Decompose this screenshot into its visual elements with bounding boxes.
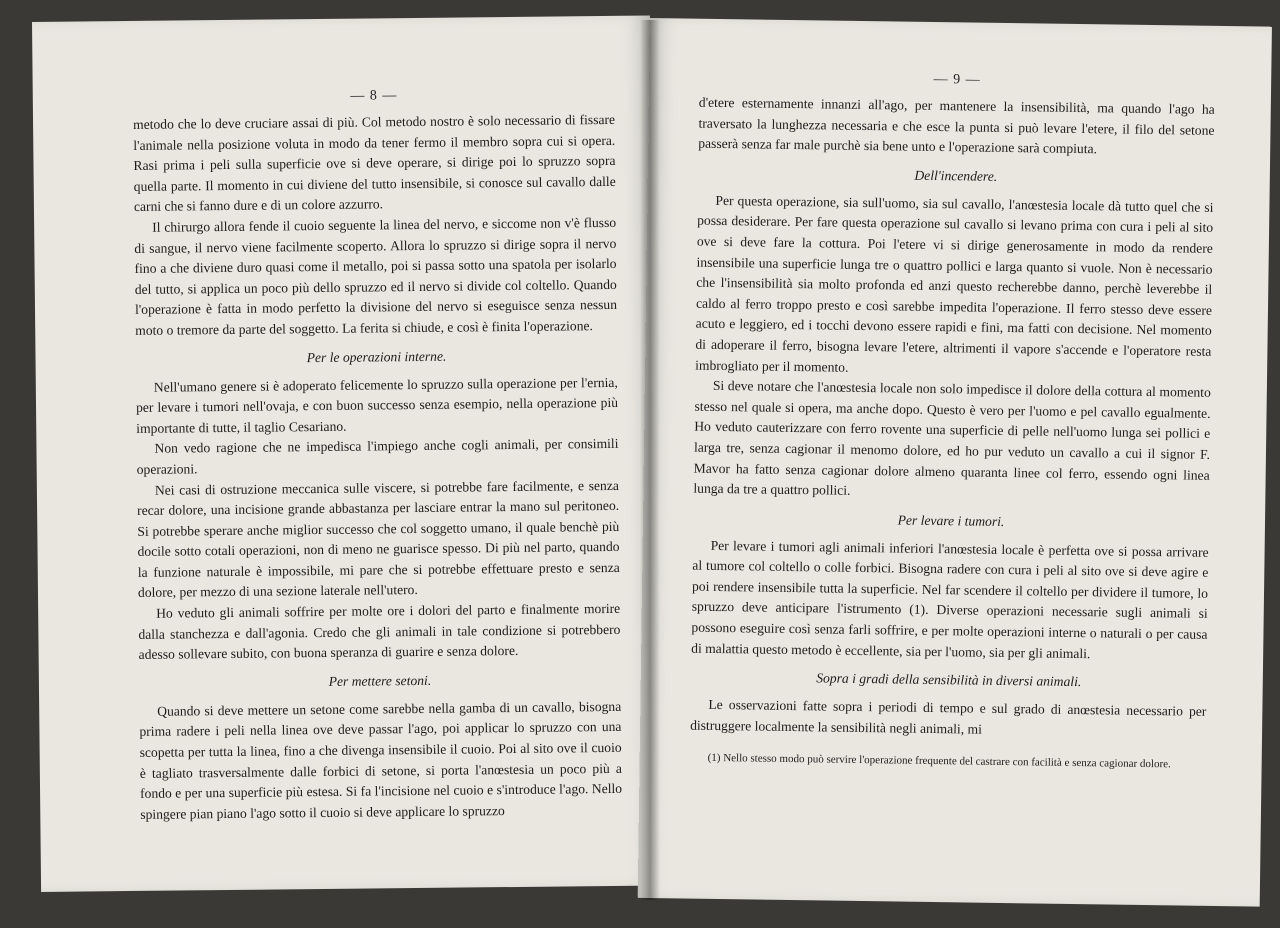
paragraph: Nei casi di ostruzione meccanica sulle viscere, si potrebbe fare facilmente, e senza recar dolore, una incisione grande abbastanza per lasciare entrar la mano sul peritoneo. Si potrebbe sperare anche miglior successo che col soggetto umano, il quale benchè più docile sotto cotali operazioni, non di meno ne guarisce spesso. Di più nel parto, quando la funzione naturale è impossibile, mi pare che si potrebbe effettuare presto e senza dolore, per mezzo di una sezione laterale nell'utero. — [137, 477, 620, 601]
section-heading: Per le operazioni interne. — [306, 348, 447, 365]
left-page — [32, 16, 659, 892]
paragraph: Per levare i tumori agli animali inferiori l'anœstesia locale è perfetta ove si possa arrivare al tumore col coltello o colle forbici. Bisogna radere con cura i peli al sito ove si deve agire e poi rendere insensibile tutta la superficie. Nel far scendere il coltello per dividere il tumore, lo spruzzo deve anticipare l'istrumento (1). Diverse operazioni necessarie sugli animali si possono eseguire così senza farli soffrire, e per molte operazioni interne o naturali o per causa di malattia questo metodo è eccellente, sia per l'uomo, sia per gli animali. — [691, 537, 1209, 661]
paragraph: Per questa operazione, sia sull'uomo, sia sul cavallo, l'anœstesia locale dà tutto quel che si possa desiderare. Per fare questa operazione sul cavallo si levano prima con cura i peli al sito ove si deve fare la cottura. Poi l'etere vi si dirige generosamente in modo da rendere insensibile una superficie lunga tre o quattro pollici e larga quanto si vuole. Non è necessario che l'insensibilità sia molto profonda ed anzi questo recherebbe danno, perchè leverebbe il caldo al ferro troppo presto e così sarebbe impedita l'operazione. Il ferro stesso deve essere acuto e leggiero, ed i tocchi devono essere rapidi e fini, ma fatti con decisione. Nel momento di adoperare il ferro, bisogna levare l'etere, altrimenti il vapore s'accende e l'operatore resta imbrogliato per il momento. — [695, 192, 1214, 375]
paragraph: Il chirurgo allora fende il cuoio seguente la linea del nervo, e siccome non v'è flusso di sangue, il nervo viene facilmente scoperto. Allora lo spruzzo si dirige sopra il nervo fino a che diviene duro quasi come il metallo, poi si passa sotto una spatola per isolarlo del tutto, si applica un poco più dello spruzzo ed il nervo si divide col coltello. Quando l'operazione è fatta in modo perfetto la divisione del nervo si eseguisce senza nessun moto o tremore da parte del soggetto. La ferita si chiude, e così è finita l'operazione. — [134, 214, 618, 338]
section-heading: Per levare i tumori. — [897, 512, 1005, 529]
section-heading: Dell'incendere. — [914, 167, 998, 184]
right-page — [638, 18, 1272, 907]
paragraph: Le osservazioni fatte sopra i periodi di tempo e sul grado di anœstesia necessario per distruggere localmente la sensibilità negli animali, mi — [690, 697, 1207, 737]
paragraph: Quando si deve mettere un setone come sarebbe nella gamba di un cavallo, bisogna prima radere i peli nella linea ove deve passar l'ago, poi applicar lo spruzzo con una scopetta per tutta la linea, fino a che divenga insensibile il cuoio. Poi al sito ove il cuoio è tagliato trasversalmente dalle forbici di setone, si porta l'anœstesia un poco più a fondo e per una superficie più estesa. Si fa l'incisione nel cuoio e s'introduce l'ago. Nello spingere pian piano l'ago sotto il cuoio si deve applicare lo spruzzo — [139, 698, 623, 822]
paragraph: d'etere esternamente innanzi all'ago, per mantenere la insensibilità, ma quando l'ago ha traversato la lunghezza necessaria e che esce la punta si può levare l'etere, il filo del setone passerà senza far male purchè sia bene unto e l'operazione sarà compiuta. — [698, 94, 1215, 157]
paragraph: Si deve notare che l'anœstesia locale non solo impedisce il dolore della cottura al momento stesso nel quale si opera, ma anche dopo. Questo è vero per l'uomo e pel cavallo egualmente. Ho veduto cauterizzare con ferro rovente una superficie di pelle nell'uomo lunga sei pollici e larga tre, senza cagionar il menomo dolore, ed ho pur veduto un cavallo a cui il signor F. Mavor ha fatto senza cagionar dolore almeno quaranta linee col ferro, essendo ogni linea lunga da tre a quattro pollici. — [693, 378, 1211, 498]
page-number: — 9 — — [933, 71, 981, 88]
book-gutter — [640, 20, 660, 900]
page-number: — 8 — — [350, 88, 398, 104]
footnote: (1) Nello stesso modo può servire l'operazione frequente del castrare con facilità e senza cagionar dolore. — [707, 752, 1171, 771]
section-heading: Per mettere setoni. — [328, 672, 432, 689]
paragraph: metodo che lo deve cruciare assai di più. Col metodo nostro è solo necessario di fissare l'animale nella posizione voluta in modo da tener fermo il membro sopra cui si opera. Rasi prima i peli sulla superficie ove si deve operare, si dirige poi lo spruzzo sopra quella parte. Il momento in cui diviene del tutto insensibile, si conosce sul cavallo dalle carni che si fanno dure e di un colore azzurro. — [132, 111, 616, 215]
paragraph: Ho veduto gli animali soffrire per molte ore i dolori del parto e finalmente morire dalla stanchezza e dall'agonia. Credo che gli animali in tale condizione si potrebbero adesso sollevare subito, con buona speranza di guarire e senza dolore. — [138, 600, 621, 663]
paragraph: Non vedo ragione che ne impedisca l'impiego anche cogli animali, per consimili operazioni. — [136, 436, 619, 477]
section-heading: Sopra i gradi della sensibilità in diversi animali. — [816, 670, 1082, 690]
paragraph: Nell'umano genere si è adoperato felicemente lo spruzzo sulla operazione per l'ernia, per levare i tumori nell'ovaja, e con buon successo senza esempio, nella operazione più importante di tutte, il taglio Cesariano. — [135, 374, 619, 436]
